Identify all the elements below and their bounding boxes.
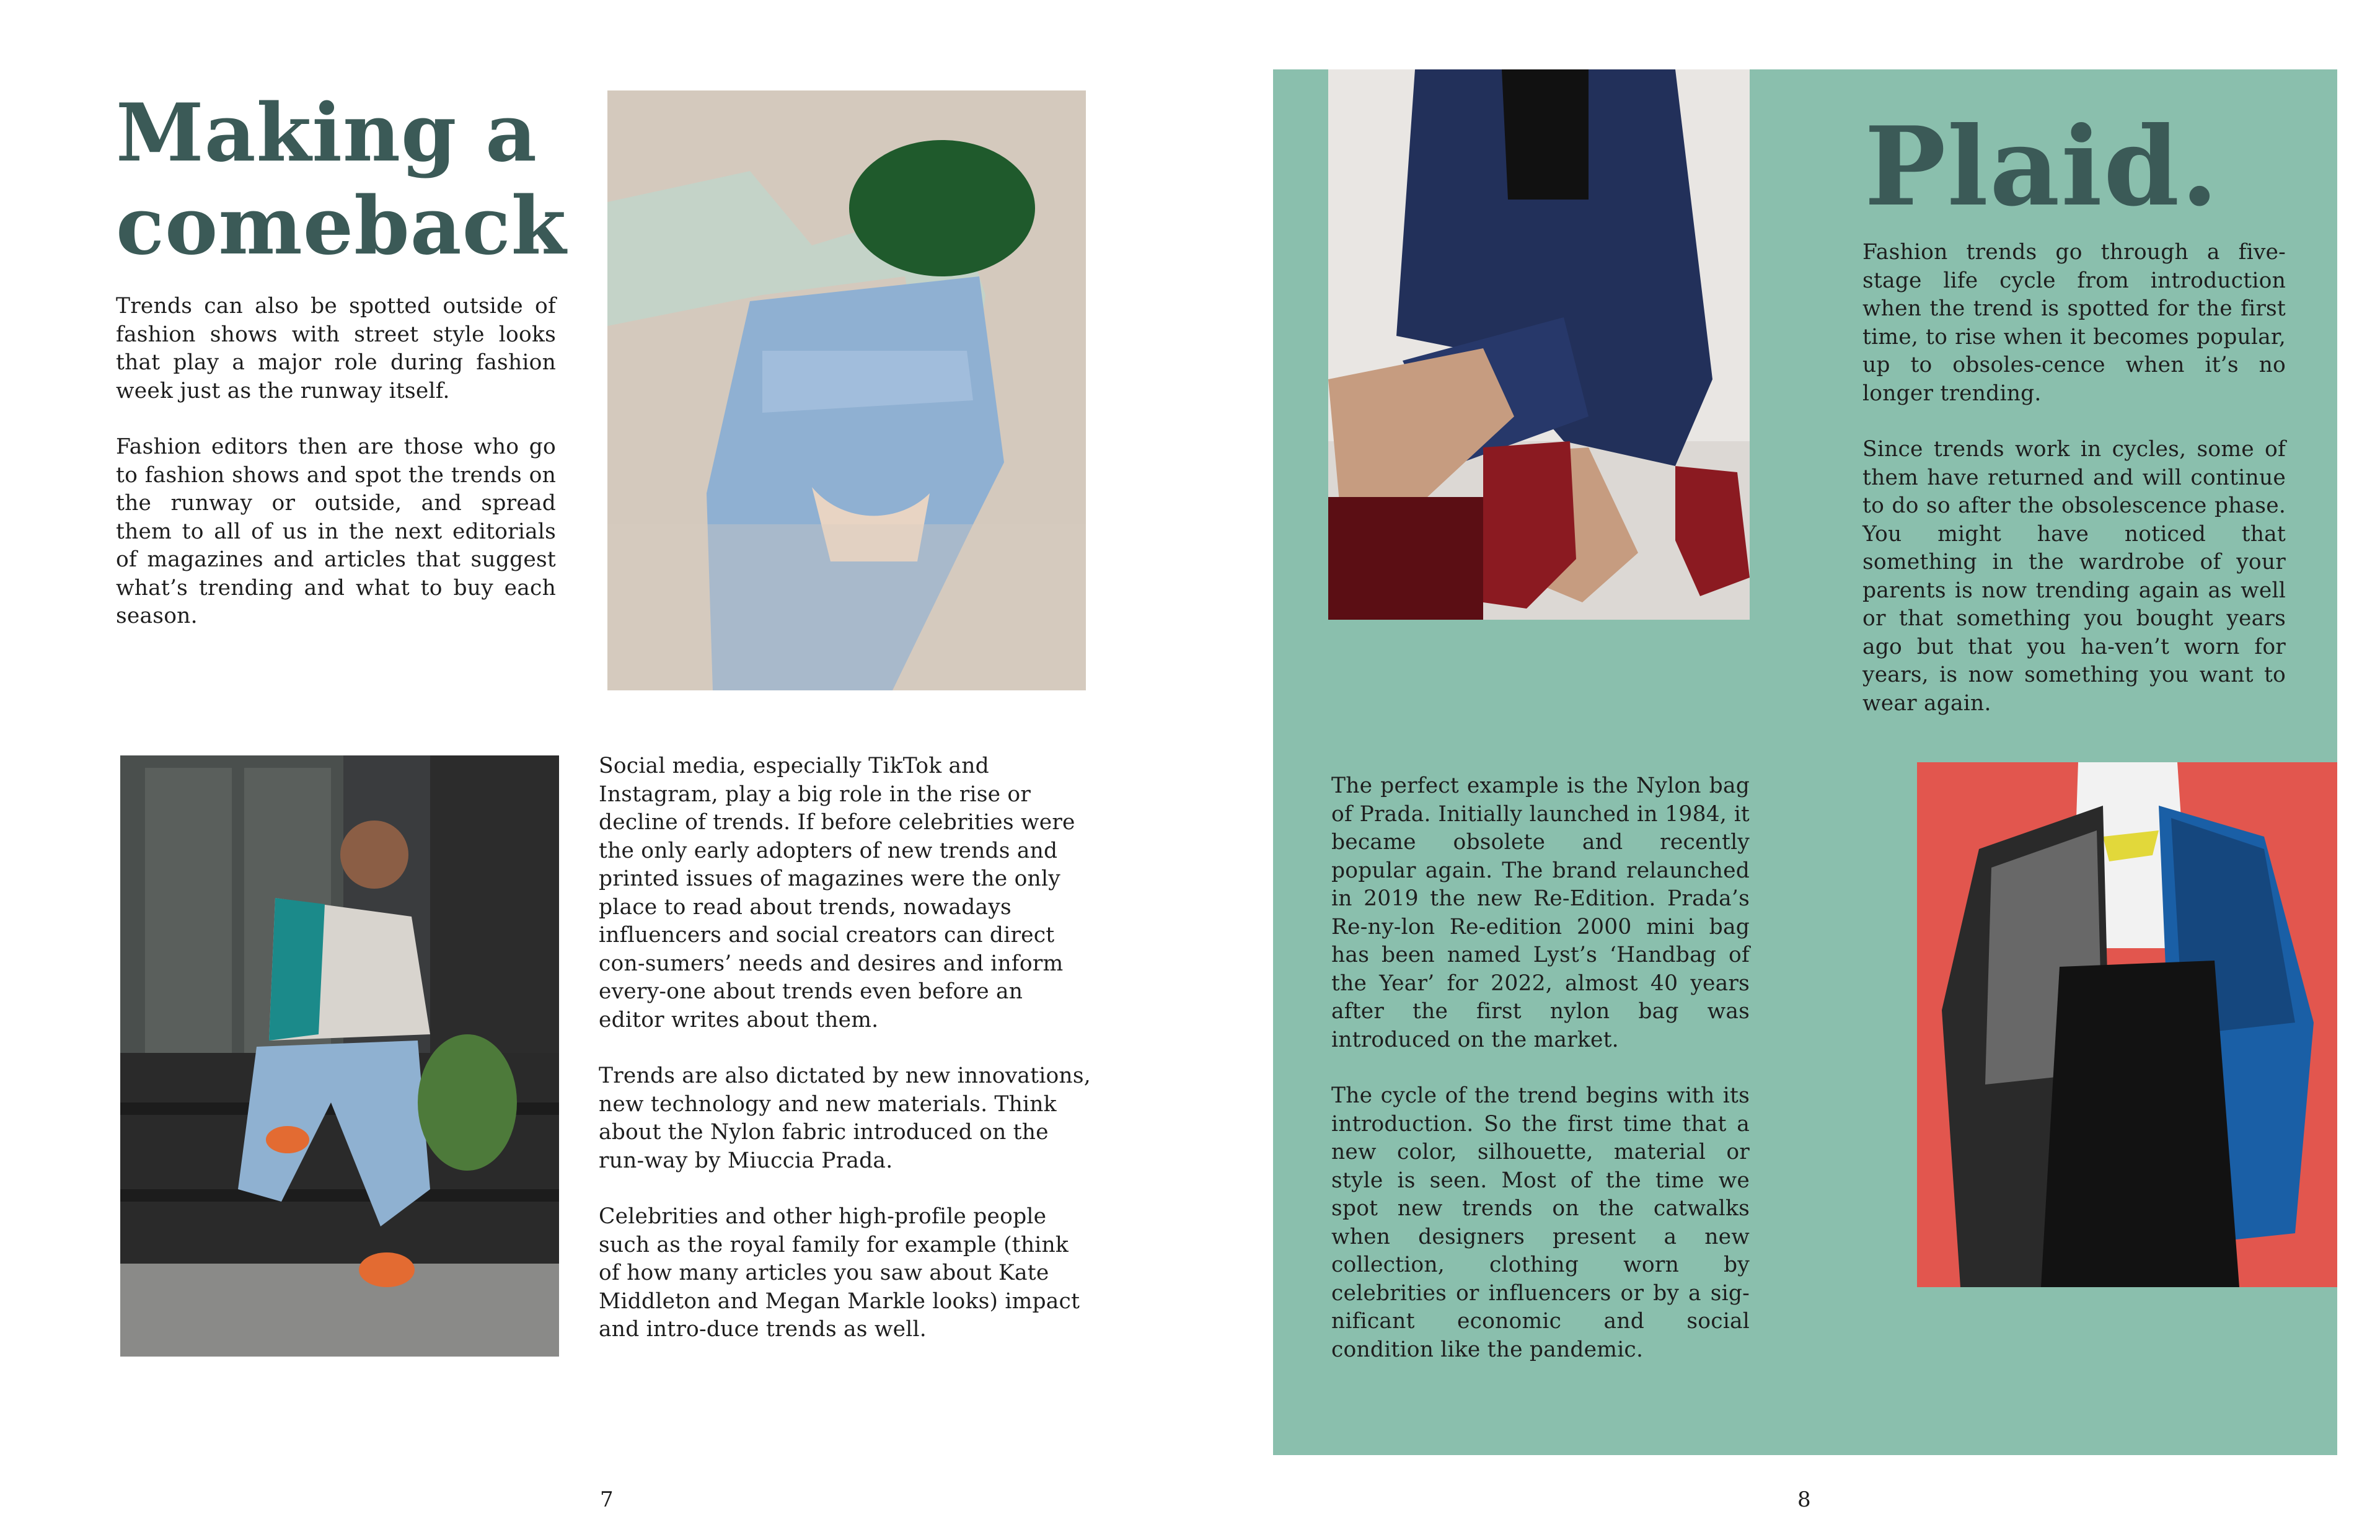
plaid-title: Plaid.: [1864, 103, 2220, 231]
intro-paragraph-1: Trends can also be spotted outside of fashion shows with street style looks that play a major role during fashion week just as the runway itself.: [116, 294, 556, 403]
flannel-shirt-photo: [1917, 762, 2337, 1287]
page-number: 7: [600, 1487, 614, 1512]
page-title: [116, 87, 566, 273]
intro-text: [116, 293, 556, 659]
right-page: [1190, 0, 2380, 1540]
title-line-1: Making a: [116, 87, 537, 180]
intro-paragraph-2: Fashion editors then are those who go to fashion shows and spot the trends on the runway or outside, and spread them to all of us in the next editorials of magazines and articles that suggest what’s trending and what to buy each season.: [116, 434, 556, 628]
body-paragraph-2: Trends are also dictated by new innovations, new technology and new materials. Think about the Nylon fabric introduced on the run-way by Miuccia Prada.: [599, 1063, 1091, 1173]
jeans-photo: [607, 90, 1086, 690]
bottom-paragraph-2: The cycle of the trend begins with its introduction. So the first time that a new color, silhouette, material or style is seen. Most of the time we spot new trends on the catwalks when designers present a new collection, clothing worn by celebrities or influencers or by a sig-nificant economic and social condition like the pandemic.: [1331, 1083, 1750, 1362]
top-paragraph-1: Fashion trends go through a five-stage life cycle from introduction when the trend is spotted for the first time, to rise when it becomes popular, up to obsoles-cence when it’s no longer trending.: [1862, 240, 2286, 406]
body-paragraph-3: Celebrities and other high-profile people such as the royal family for example (think of how many articles you saw about Kate Middleton and Megan Markle looks) impact and intro-duce trends as well.: [599, 1204, 1080, 1342]
body-text: [599, 752, 1091, 1372]
bottom-text: [1331, 772, 1750, 1392]
page-number: 8: [1797, 1487, 1811, 1512]
bottom-paragraph-1: The perfect example is the Nylon bag of Prada. Initially launched in 1984, it became obsolete and recently popular again. The brand relaunched in 2019 the new Re-Edition. Prada’s Re-ny-lon Re-edition 2000 mini bag has been named Lyst’s ‘Handbag of the Year’ for 2022, almost 40 years after the first nylon bag was introduced on the market.: [1331, 773, 1750, 1052]
top-paragraph-2: Since trends work in cycles, some of them have returned and will continue to do so after the obsolescence phase. You might have noticed that something in the wardrobe of your parents is now trending again as well or that something you bought years ago but that you ha-ven’t worn for years, is now something you want to wear again.: [1862, 437, 2286, 716]
title-line-2: comeback: [116, 180, 567, 273]
street-style-photo: [120, 755, 559, 1357]
body-paragraph-1: Social media, especially TikTok and Instagram, play a big role in the rise or decline of trends. If before celebrities were the only early adopters of new trends and printed issues of magazines were the only place to read about trends, nowadays influencers and social creators can direct con-sumers’ needs and desires and inform every-one about trends even before an editor writes about them.: [599, 754, 1075, 1032]
top-text: [1862, 239, 2286, 746]
plaid-suit-photo: [1328, 69, 1750, 620]
